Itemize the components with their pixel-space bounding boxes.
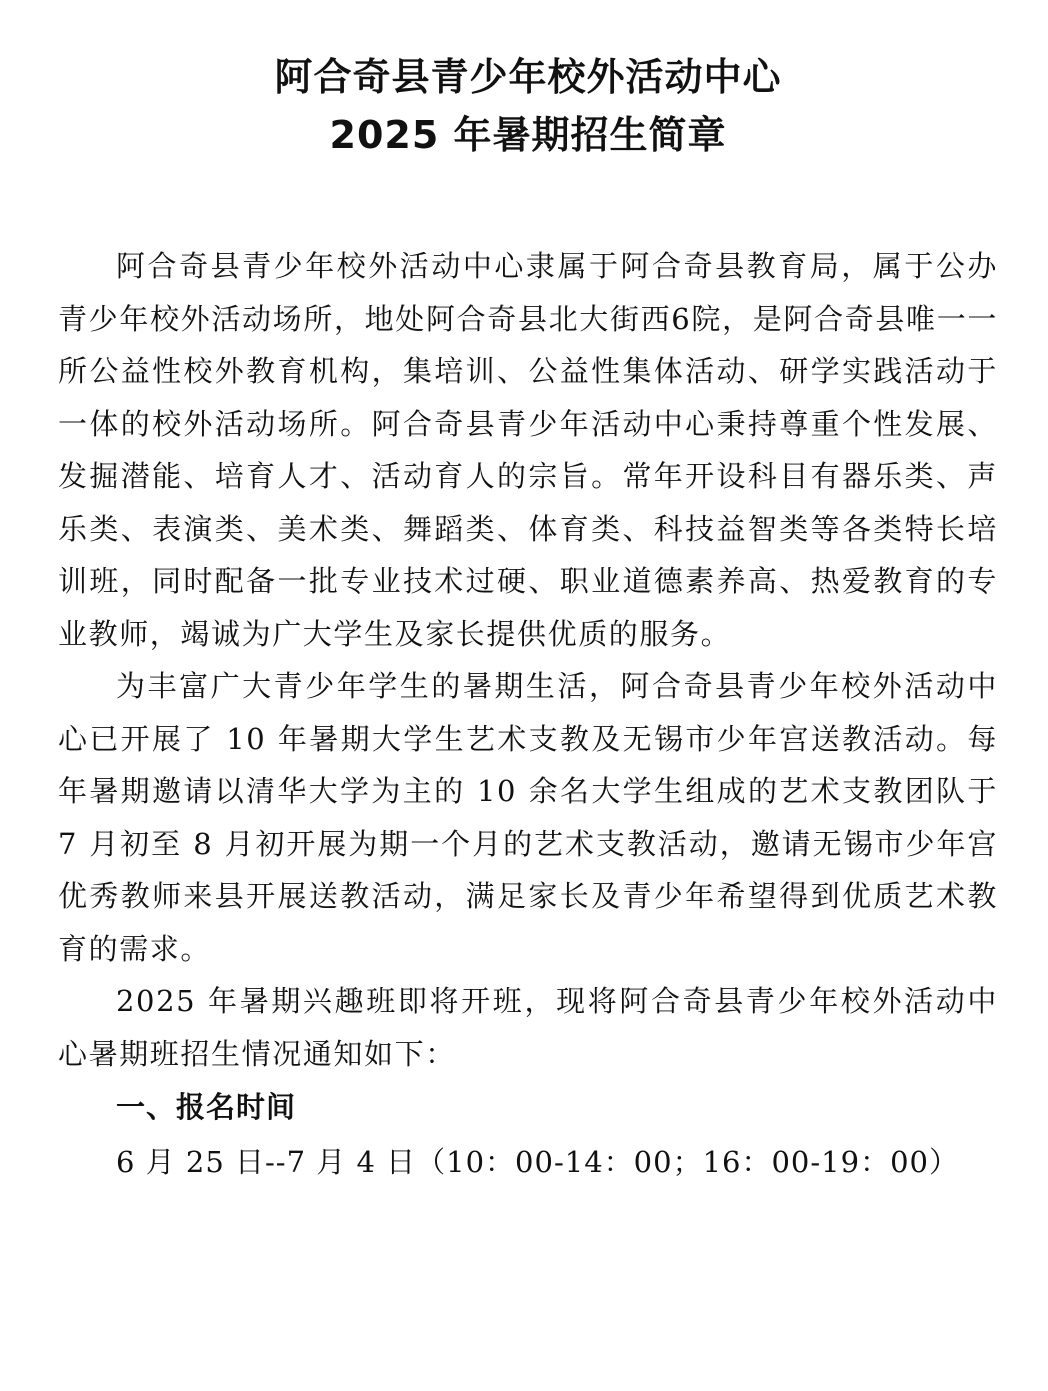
intro-paragraph: 阿合奇县青少年校外活动中心隶属于阿合奇县教育局，属于公办青少年校外活动场所，地处阿合奇县北大街西6院，是阿合奇县唯一一所公益性校外教育机构，集培训、公益性集体活动、研学实践活动于一体的校外活动场所。阿合奇县青少年活动中心秉持尊重个性发展、发掘潜能、培育人才、活动育人的宗旨。常年开设科目有器乐类、声乐类、表演类、美术类、舞蹈类、体育类、科技益智类等各类特长培训班，同时配备一批专业技术过硬、职业道德素养高、热爱教育的专业教师，竭诚为广大学生及家长提供优质的服务。: [58, 249, 998, 651]
title-line-2: 2025 年暑期招生简章: [329, 113, 727, 157]
title-line-1: 阿合奇县青少年校外活动中心: [274, 55, 782, 99]
notice-paragraph: 2025 年暑期兴趣班即将开班，现将阿合奇县青少年校外活动中心暑期班招生情况通知如下：: [58, 984, 998, 1071]
summer-activity-paragraph: 为丰富广大青少年学生的暑期生活，阿合奇县青少年校外活动中心已开展了 10 年暑期大学生艺术支教及无锡市少年宫送教活动。每年暑期邀请以清华大学为主的 10 余名大学生组成的艺术支教团队于 7 月初至 8 月初开展为期一个月的艺术支教活动，邀请无锡市少年宫优秀教师来县开展送教活动，满足家长及青少年希望得到优质艺术教育的需求。: [58, 669, 998, 966]
registration-time-text: 6 月 25 日--7 月 4 日（10：00-14：00；16：00-19：00）: [116, 1145, 959, 1179]
section-heading-registration-time: 一、报名时间: [116, 1090, 297, 1124]
document-body: [58, 240, 998, 1190]
document-title: [58, 48, 998, 164]
